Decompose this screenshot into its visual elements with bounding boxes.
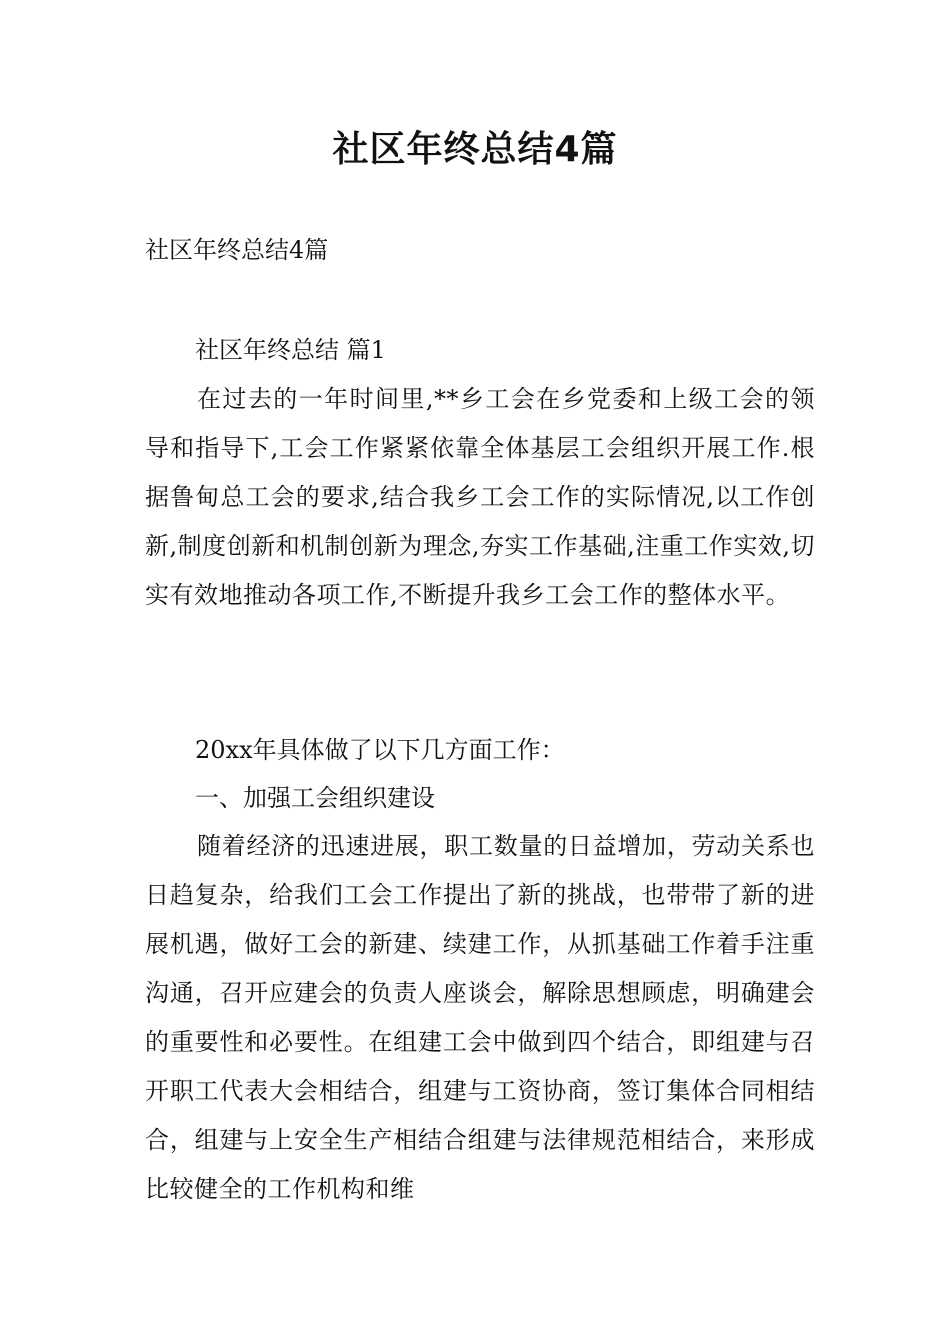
item-1-heading: 一、加强工会组织建设: [195, 784, 435, 812]
document-subtitle: 社区年终总结4篇: [145, 236, 329, 264]
document-title: 社区年终总结4篇: [332, 129, 618, 170]
body-paragraph-1: 在过去的一年时间里,**乡工会在乡党委和上级工会的领导和指导下,工会工作紧紧依靠全体基层工会组织开展工作.根据鲁甸总工会的要求,结合我乡工会工作的实际情况,以工作创新,制度创新和机制创新为理念,夯实工作基础,注重工作实效,切实有效地推动各项工作,不断提升我乡工会工作的整体水平。: [145, 385, 815, 609]
body-paragraph-2: 随着经济的迅速进展，职工数量的日益增加，劳动关系也日趋复杂，给我们工会工作提出了新的挑战，也带带了新的进展机遇，做好工会的新建、续建工作，从抓基础工作着手注重沟通，召开应建会的负责人座谈会，解除思想顾虑，明确建会的重要性和必要性。在组建工会中做到四个结合，即组建与召开职工代表大会相结合，组建与工资协商，签订集体合同相结合，组建与上安全生产相结合组建与法律规范相结合，来形成比较健全的工作机构和维: [145, 832, 815, 1203]
section-heading: 社区年终总结 篇1: [195, 336, 386, 364]
year-heading: 20xx年具体做了以下几方面工作：: [195, 736, 565, 764]
